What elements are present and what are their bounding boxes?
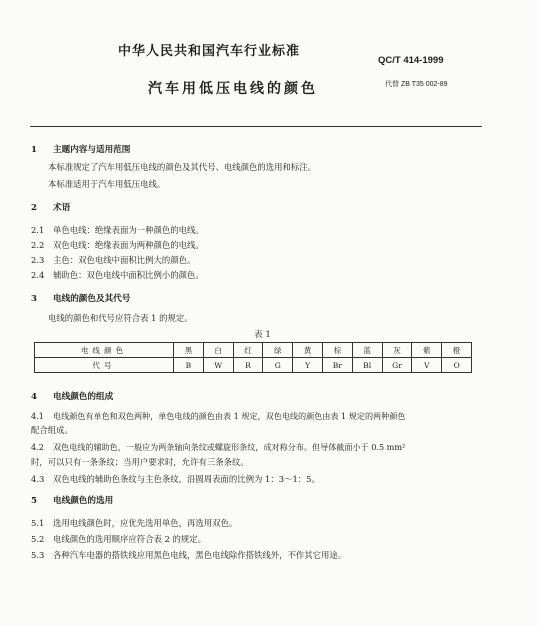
code-cell: G [263, 358, 293, 373]
selection-item: 5.2 电线颜色的选用顺序应符合表 2 的规定。 [31, 534, 207, 544]
color-cell: 棕 [322, 343, 352, 358]
color-cell: 白 [203, 343, 233, 358]
term-item: 2.4 辅助色：双色电线中面积比例小的颜色。 [31, 270, 204, 280]
code-cell: B [174, 358, 204, 373]
table-row [35, 358, 472, 373]
paragraph-4-2-line-2: 时，可以只有一条条纹；当用户要求时，允许有三条条纹。 [31, 457, 249, 467]
section-1-paragraph-1: 本标准规定了汽车用低压电线的颜色及其代号、电线颜色的选用和标注。 [48, 162, 316, 172]
code-cell: Bl [352, 358, 382, 373]
code-cell: R [233, 358, 263, 373]
color-cell: 紫 [412, 343, 442, 358]
color-cell: 红 [233, 343, 263, 358]
document-title: 汽车用低压电线的颜色 [148, 81, 318, 97]
selection-item: 5.3 各种汽车电器的搭铁线应用黑色电线，黑色电线除作搭铁线外，不作其它用途。 [31, 550, 347, 560]
section-4-heading: 4 电线颜色的组成 [31, 392, 114, 402]
section-5-heading: 5 电线颜色的选用 [31, 496, 114, 506]
section-1-heading: 1 主题内容与适用范围 [31, 145, 131, 155]
header-divider [30, 126, 482, 127]
selection-item: 5.1 选用电线颜色时，应优先选用单色，再选用双色。 [31, 518, 238, 528]
code-cell: O [442, 358, 472, 373]
term-item: 2.2 双色电线：绝缘表面为两种颜色的电线。 [31, 240, 204, 250]
section-2-heading: 2 术语 [31, 203, 71, 213]
color-cell: 黑 [174, 343, 204, 358]
paragraph-4-1-line-1: 4.1 电线颜色有单色和双色两种，单色电线的颜色由表 1 规定，双色电线的颜色由表 1 规定的两种颜色 [31, 411, 406, 421]
standard-code: QC/T 414-1999 [378, 55, 444, 66]
color-cell: 灰 [382, 343, 412, 358]
term-item: 2.3 主色：双色电线中面积比例大的颜色。 [31, 255, 196, 265]
term-item: 2.1 单色电线：绝缘表面为一种颜色的电线。 [31, 225, 204, 235]
table-row [35, 343, 472, 358]
color-cell: 绿 [263, 343, 293, 358]
color-cell: 蓝 [352, 343, 382, 358]
code-cell: W [203, 358, 233, 373]
section-3-paragraph: 电线的颜色和代号应符合表 1 的规定。 [48, 313, 193, 323]
paragraph-4-3: 4.3 双色电线的辅助色条纹与主色条纹，沿圆周表面的比例为 1：3～1：5。 [31, 474, 320, 484]
code-header-cell: 代号 [35, 358, 174, 373]
paragraph-4-1-line-2: 配合组成。 [31, 425, 73, 435]
standard-category-title: 中华人民共和国汽车行业标准 [118, 44, 301, 59]
color-header-cell: 电线颜色 [35, 343, 174, 358]
section-3-heading: 3 电线的颜色及其代号 [31, 294, 131, 304]
replaces-note: 代替 ZB T35 002-89 [385, 81, 448, 88]
color-cell: 橙 [442, 343, 472, 358]
section-1-paragraph-2: 本标准适用于汽车用低压电线。 [48, 179, 166, 189]
code-cell: Gr [382, 358, 412, 373]
color-code-table [34, 342, 472, 373]
table-1-caption: 表 1 [254, 330, 271, 340]
code-cell: Y [293, 358, 323, 373]
code-cell: V [412, 358, 442, 373]
code-cell: Br [322, 358, 352, 373]
paragraph-4-2-line-1: 4.2 双色电线的辅助色，一般应为两条轴向条纹或螺旋形条纹，成对称分布。但导体截面小于 0.5 mm² [31, 442, 406, 452]
color-cell: 黄 [293, 343, 323, 358]
